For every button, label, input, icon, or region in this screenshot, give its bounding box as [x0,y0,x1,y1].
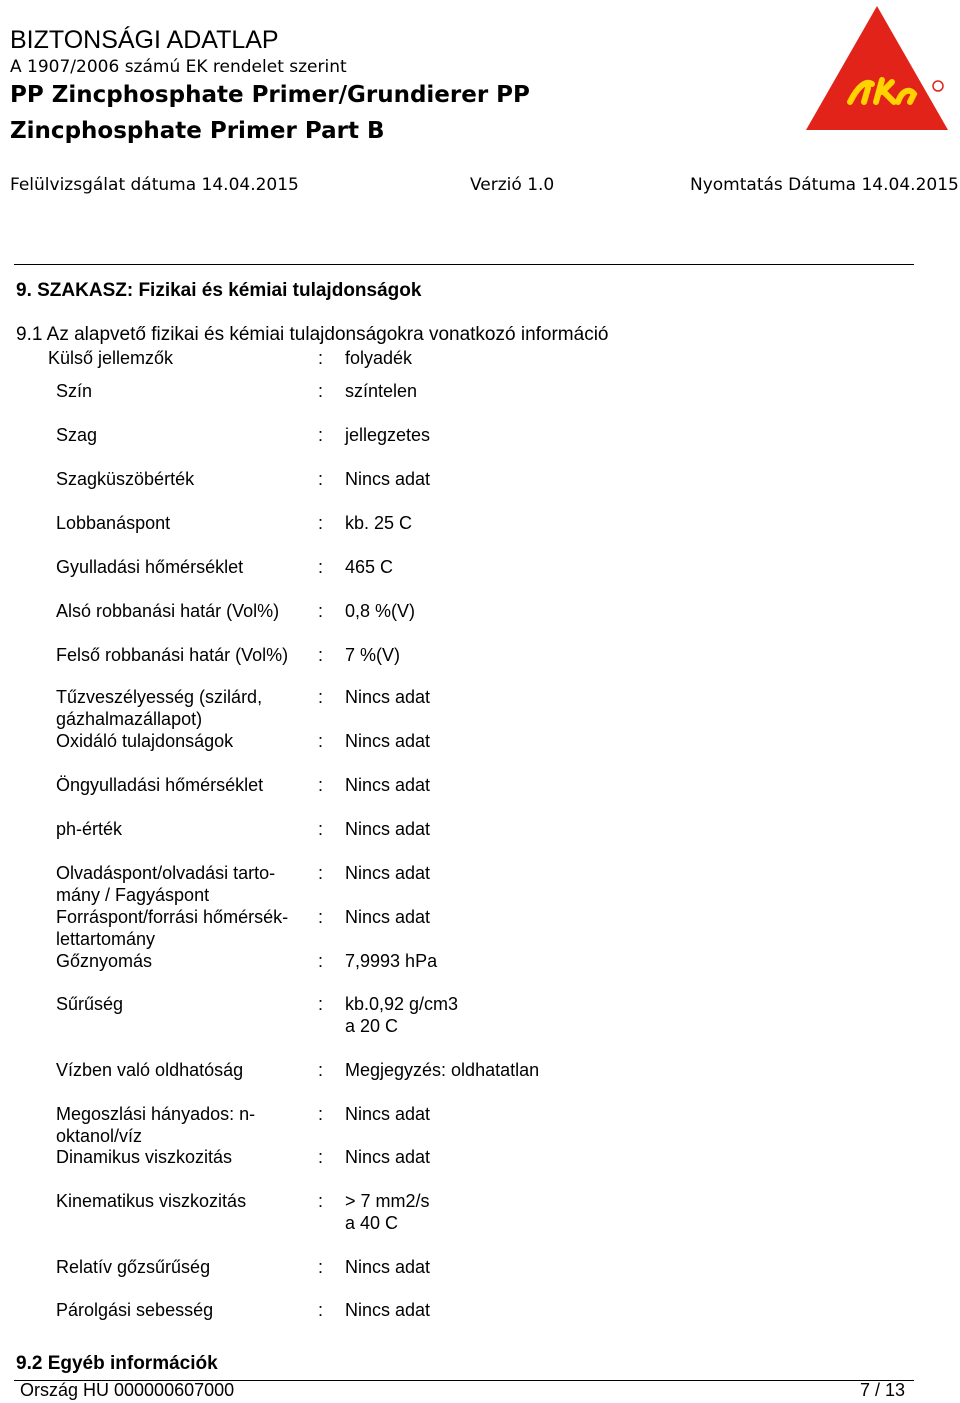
divider-top [14,264,914,265]
property-value: színtelen [345,381,418,401]
property-value-condition: a 20 C [345,1016,399,1036]
property-label: Relatív gőzsűrűség [56,1257,211,1277]
property-value: 465 C [345,557,394,577]
property-value: Nincs adat [345,907,431,927]
section-title: 9. SZAKASZ: Fizikai és kémiai tulajdonságok [16,280,422,301]
footer-country-code: Ország HU 000000607000 [20,1380,235,1400]
property-label: Megoszlási hányados: n- oktanol/víz [56,1104,256,1146]
property-label: Kinematikus viszkozitás [56,1191,247,1211]
property-value: Nincs adat [345,1104,431,1124]
property-label: Oxidáló tulajdonságok [56,731,234,751]
property-label: Felső robbanási határ (Vol%) [56,645,289,665]
regulation-line: A 1907/2006 számú EK rendelet szerint [10,57,347,77]
property-separator: : [318,1104,324,1124]
property-separator: : [318,425,324,445]
property-separator: : [318,775,324,795]
property-label: ph-érték [56,819,123,839]
property-value: Nincs adat [345,731,431,751]
property-label: Szín [56,381,93,401]
property-value: Nincs adat [345,819,431,839]
property-value: kb. 25 C [345,513,413,533]
subsection-title: 9.1 Az alapvető fizikai és kémiai tulajdonságokra vonatkozó információ [16,324,609,345]
print-date: Nyomtatás Dátuma 14.04.2015 [690,175,959,195]
property-separator: : [318,601,324,621]
property-value: Nincs adat [345,1257,431,1277]
property-separator: : [318,951,324,971]
property-separator: : [318,645,324,665]
property-value: Nincs adat [345,863,431,883]
property-label: Olvadáspont/olvadási tarto- mány / Fagyáspont [56,863,276,905]
property-label: Tűzveszélyesség (szilárd, gázhalmazállapot) [56,687,263,729]
property-separator: : [318,469,324,489]
property-value: 0,8 %(V) [345,601,416,621]
property-value: Nincs adat [345,1300,431,1320]
product-name-line1: PP Zincphosphate Primer/Grundierer PP [10,82,530,108]
property-label: Dinamikus viszkozitás [56,1147,233,1167]
property-value: Nincs adat [345,687,431,707]
property-value: kb.0,92 g/cm3 [345,994,459,1014]
property-separator: : [318,1060,324,1080]
property-separator: : [318,1300,324,1320]
property-separator: : [318,557,324,577]
property-value: Nincs adat [345,469,431,489]
property-value: folyadék [345,348,413,368]
property-separator: : [318,513,324,533]
property-label: Párolgási sebesség [56,1300,214,1320]
property-separator: : [318,1147,324,1167]
document-title: BIZTONSÁGI ADATLAP [10,26,279,54]
property-value: > 7 mm2/s [345,1191,430,1211]
property-separator: : [318,907,324,927]
property-separator: : [318,348,324,368]
property-label: Forráspont/forrási hőmérsék- lettartomány [56,907,289,949]
property-label: Szag [56,425,98,445]
property-value: 7 %(V) [345,645,401,665]
property-separator: : [318,994,324,1014]
property-value: 7,9993 hPa [345,951,438,971]
property-label: Gőznyomás [56,951,153,971]
property-separator: : [318,1257,324,1277]
property-value-condition: a 40 C [345,1213,399,1233]
property-label: Vízben való oldhatóság [56,1060,244,1080]
property-label: Szagküszöbérték [56,469,195,489]
property-value: Megjegyzés: oldhatatlan [345,1060,540,1080]
property-separator: : [318,381,324,401]
property-label: Gyulladási hőmérséklet [56,557,244,577]
other-info-heading: 9.2 Egyéb információk [16,1353,218,1374]
property-separator: : [318,731,324,751]
property-separator: : [318,819,324,839]
property-value: Nincs adat [345,1147,431,1167]
footer-page-number: 7 / 13 [860,1380,906,1400]
property-label: Öngyulladási hőmérséklet [56,775,264,795]
product-name-line2: Zincphosphate Primer Part B [10,118,385,144]
property-label: Lobbanáspont [56,513,171,533]
property-separator: : [318,687,324,707]
property-label: Sűrűség [56,994,124,1014]
property-separator: : [318,863,324,883]
property-label: Alsó robbanási határ (Vol%) [56,601,280,621]
property-value: jellegzetes [345,425,431,445]
property-value: Nincs adat [345,775,431,795]
property-label: Külső jellemzők [48,348,174,368]
sika-logo [806,6,948,130]
property-separator: : [318,1191,324,1211]
revision-date: Felülvizsgálat dátuma 14.04.2015 [10,175,299,195]
version: Verzió 1.0 [470,175,555,195]
